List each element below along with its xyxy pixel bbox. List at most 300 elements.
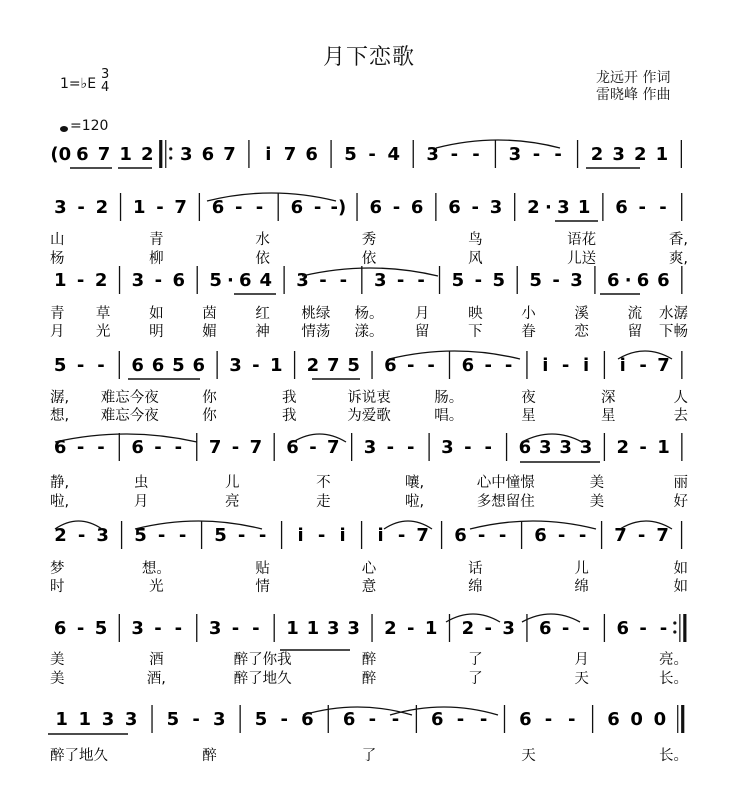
lyric-syllable: 我 [282, 408, 297, 424]
jianpu-note: - [479, 709, 488, 730]
jianpu-note: 3 [208, 618, 222, 639]
lyric-syllable: 醉了你我 [233, 652, 292, 668]
jianpu-note: - [552, 270, 560, 291]
jianpu-note: - [192, 709, 200, 730]
jianpu-note: 3 [373, 270, 387, 291]
lyric-syllable: 了 [468, 671, 483, 687]
jianpu-note: 2 [95, 197, 109, 218]
composer-credit: 雷晓峰 作曲 [596, 87, 671, 103]
lyric-syllable: 月 [414, 306, 430, 322]
jianpu-note: 3 [502, 618, 515, 639]
lyric-syllable: 酒 [149, 652, 164, 668]
lyric-syllable: 情荡 [301, 324, 331, 340]
jianpu-note: - [471, 197, 480, 218]
jianpu-note: 5 [214, 525, 227, 546]
jianpu-note: 7 [174, 197, 187, 218]
lyric-syllable: 天 [574, 671, 589, 687]
jianpu-note: 6 [430, 709, 444, 730]
lyric-syllable: 酒, [146, 671, 166, 687]
jianpu-note: 3 [347, 618, 360, 639]
lyric-syllable: 山 [50, 232, 65, 248]
lyric-syllable: 深 [601, 390, 616, 406]
jianpu-note: - [474, 270, 483, 291]
lyric-syllable: 柳 [149, 251, 164, 267]
jianpu-note: 6 [615, 197, 628, 218]
jianpu-note: 1 [55, 709, 68, 730]
lyric-syllable: 不 [316, 475, 331, 491]
jianpu-note: 5 [94, 618, 108, 639]
jianpu-note: - [386, 437, 395, 458]
jianpu-note: 3 [131, 270, 145, 291]
jianpu-note: 3 [54, 197, 67, 218]
jianpu-note: - [309, 437, 317, 458]
jianpu-note: - [77, 197, 85, 218]
jianpu-note: - [477, 525, 486, 546]
jianpu-note: - [368, 709, 377, 730]
lyric-syllable: 光 [95, 324, 111, 340]
lyric-syllable: 长。 [659, 748, 688, 764]
jianpu-note: - [252, 355, 260, 376]
jianpu-note: - [427, 355, 435, 376]
jianpu-note: 6 [342, 709, 356, 730]
lyric-syllable: 语花 [567, 232, 597, 248]
jianpu-note: - [456, 709, 465, 730]
jianpu-note: i [339, 525, 346, 546]
jianpu-note: i [265, 144, 272, 165]
jianpu-note: 3 [559, 437, 572, 458]
lyric-syllable: 贴 [255, 561, 270, 577]
repeat-dot [169, 147, 172, 150]
jianpu-note: - [639, 355, 647, 376]
lyric-syllable: 爽, [668, 251, 688, 267]
jianpu-note: 7 [327, 437, 340, 458]
jianpu-note: - [76, 618, 85, 639]
lyric-syllable: 如 [149, 306, 164, 322]
jianpu-note: 6 [76, 144, 89, 165]
jianpu-note: 6 [384, 355, 397, 376]
lyric-syllable: 下 [468, 324, 483, 340]
jianpu-note: 6 [301, 709, 314, 730]
lyric-syllable: 情 [255, 579, 270, 595]
meter-top: 3 [101, 67, 110, 82]
lyric-syllable: 溪 [574, 306, 589, 322]
jianpu-note: 5 [166, 709, 180, 730]
jianpu-note: - [319, 270, 327, 291]
lyric-syllable: 嚷, [405, 475, 425, 491]
lyricist-credit: 龙远开 作词 [596, 70, 671, 86]
lyric-syllable: 留 [627, 324, 643, 340]
lyric-syllable: 眷 [521, 324, 536, 340]
lyric-syllable: 水潺 [659, 306, 688, 322]
jianpu-note: 2 [94, 270, 108, 291]
jianpu-note: 2 [461, 618, 475, 639]
repeat-dot [673, 621, 676, 624]
lyric-syllable: 难忘今夜 [100, 390, 159, 406]
jianpu-note: 3 [570, 270, 583, 291]
jianpu-note: - [178, 525, 187, 546]
lyric-syllable: 杨。 [354, 306, 384, 322]
lyric-syllable: 桃绿 [301, 306, 331, 322]
jianpu-note: 1 [577, 197, 591, 218]
lyric-syllable: 丽 [673, 475, 688, 491]
lyric-syllable: 依 [361, 251, 377, 267]
lyric-syllable: 绵 [574, 579, 589, 595]
jianpu-note: 2 [527, 197, 540, 218]
jianpu-note: - [237, 525, 246, 546]
jianpu-note: 1 [424, 618, 438, 639]
jianpu-note: 7 [97, 144, 111, 165]
jianpu-note: 6 [448, 197, 461, 218]
jianpu-note: 5 [492, 270, 506, 291]
jianpu-note: 0 [653, 709, 667, 730]
jianpu-note: - [544, 709, 553, 730]
jianpu-note: 5 [134, 525, 147, 546]
jianpu-note: 1 [306, 618, 320, 639]
lyric-syllable: 意 [361, 579, 377, 595]
jianpu-note: - [484, 618, 492, 639]
lyric-syllable: 映 [468, 306, 483, 322]
jianpu-note: 7 [283, 144, 297, 165]
lyric-syllable: 鸟 [468, 232, 483, 248]
jianpu-note: - [97, 355, 105, 376]
lyric-syllable: 夜 [521, 390, 536, 406]
jianpu-note: 3 [579, 437, 593, 458]
lyric-syllable: 啦, [50, 494, 70, 510]
jianpu-note: 3 [213, 709, 226, 730]
lyric-syllable: 潺, [50, 390, 70, 406]
lyric-syllable: 想, [50, 408, 70, 424]
lyric-syllable: 月 [133, 494, 149, 510]
jianpu-note: 6 [290, 197, 304, 218]
jianpu-note: - [472, 144, 480, 165]
jianpu-note: 6 [211, 197, 225, 218]
jianpu-note: - [396, 270, 405, 291]
lyric-syllable: 明 [149, 324, 164, 340]
lyric-syllable: 肠。 [434, 390, 464, 406]
jianpu-note: - [532, 144, 541, 165]
jianpu-note: 5 [254, 709, 268, 730]
jianpu-note: - [97, 437, 105, 458]
jianpu-note: i [297, 525, 304, 546]
jianpu-note: 7 [208, 437, 222, 458]
jianpu-note: 7 [327, 355, 340, 376]
jianpu-note: 3 [426, 144, 439, 165]
jianpu-note: - [557, 525, 566, 546]
jianpu-note: - [639, 618, 647, 639]
jianpu-note: · [227, 270, 234, 291]
jianpu-note: 3 [489, 197, 503, 218]
jianpu-note: - [450, 144, 459, 165]
jianpu-note: - [313, 197, 322, 218]
jianpu-note: 3 [363, 437, 377, 458]
jianpu-note: - [498, 525, 507, 546]
jianpu-note: i [582, 355, 590, 376]
lyric-syllable: 星 [521, 408, 536, 424]
song-title: 月下恋歌 [322, 45, 415, 70]
lyric-syllable: 诉说衷 [347, 390, 391, 406]
jianpu-note: 6 [607, 709, 620, 730]
jianpu-note: 6 [369, 197, 382, 218]
jianpu-note: -) [330, 197, 347, 218]
lyric-syllable: 如 [673, 579, 688, 595]
jianpu-note: - [561, 355, 570, 376]
jianpu-note: - [255, 197, 264, 218]
jianpu-note: 6 [286, 437, 299, 458]
jianpu-note: 2 [54, 525, 67, 546]
lyric-syllable: 香, [668, 232, 688, 248]
jianpu-note: - [504, 355, 513, 376]
lyric-syllable: 美 [589, 475, 605, 491]
jianpu-note: 6 [607, 270, 620, 291]
jianpu-note: 6 [305, 144, 318, 165]
repeat-dot [169, 156, 172, 159]
jianpu-note: 6 [519, 709, 532, 730]
jianpu-note: - [567, 709, 576, 730]
slur-tie [470, 521, 596, 529]
jianpu-note: 6 [239, 270, 252, 291]
jianpu-note: - [407, 618, 415, 639]
jianpu-note: 2 [384, 618, 397, 639]
jianpu-note: 6 [636, 270, 650, 291]
jianpu-note: 2 [634, 144, 647, 165]
jianpu-note: 6 [657, 270, 670, 291]
jianpu-note: 4 [387, 144, 401, 165]
lyric-syllable: 月 [50, 324, 65, 340]
jianpu-note: 6 [201, 144, 215, 165]
lyric-syllable: 好 [673, 494, 688, 510]
jianpu-note: 7 [614, 525, 627, 546]
lyric-syllable: 流 [627, 306, 643, 322]
lyric-syllable: 光 [149, 579, 164, 595]
lyric-syllable: 星 [601, 408, 616, 424]
jianpu-note: 5 [347, 355, 360, 376]
lyric-syllable: 美 [589, 494, 605, 510]
jianpu-note: - [561, 618, 570, 639]
lyric-syllable: 儿 [225, 475, 240, 491]
jianpu-note: 7 [249, 437, 263, 458]
jianpu-note: - [154, 618, 162, 639]
jianpu-note: - [484, 355, 492, 376]
jianpu-note: 1 [657, 437, 670, 458]
jianpu-note: - [235, 197, 243, 218]
lyric-syllable: 醉了地久 [50, 748, 108, 764]
jianpu-note: i [542, 355, 549, 376]
jianpu-note: 5 [209, 270, 222, 291]
jianpu-note: 2 [141, 144, 154, 165]
jianpu-note: - [392, 197, 401, 218]
lyric-syllable: 天 [521, 748, 536, 764]
jianpu-note: 3 [101, 709, 115, 730]
jianpu-note: 1 [655, 144, 669, 165]
jianpu-note: 3 [179, 144, 193, 165]
jianpu-note: 1 [286, 618, 299, 639]
jianpu-note: 6 [616, 618, 630, 639]
jianpu-note: 1 [269, 355, 283, 376]
jianpu-note: - [156, 197, 164, 218]
jianpu-note: 7 [656, 525, 669, 546]
jianpu-note: - [76, 355, 85, 376]
jianpu-note: 6 [518, 437, 532, 458]
jianpu-note: 3 [441, 437, 454, 458]
jianpu-note: 5 [172, 355, 185, 376]
jianpu-note: - [76, 437, 85, 458]
lyric-syllable: 青 [149, 232, 164, 248]
lyric-syllable: 长。 [659, 671, 688, 687]
jianpu-note: 3 [612, 144, 625, 165]
jianpu-note: 5 [53, 355, 67, 376]
jianpu-note: 3 [131, 618, 144, 639]
jianpu-note: 5 [344, 144, 357, 165]
lyric-syllable: 月 [574, 652, 589, 668]
lyric-syllable: 想。 [141, 561, 171, 577]
jianpu-note: 0 [630, 709, 643, 730]
jianpu-note: - [397, 525, 406, 546]
jianpu-note: 6 [461, 355, 475, 376]
jianpu-note: - [339, 270, 348, 291]
lyric-syllable: 啦, [405, 494, 425, 510]
lyric-syllable: 美 [50, 671, 65, 687]
jianpu-note: 7 [223, 144, 236, 165]
lyric-syllable: 神 [255, 324, 270, 340]
jianpu-note: 2 [590, 144, 604, 165]
jianpu-note: 6 [534, 525, 547, 546]
jianpu-note: - [639, 437, 647, 458]
lyric-syllable: 亮。 [659, 652, 688, 668]
lyric-syllable: 风 [468, 251, 483, 267]
jianpu-note: 7 [416, 525, 429, 546]
jianpu-note: - [659, 618, 668, 639]
lyric-syllable: 青 [50, 306, 65, 322]
jianpu-note: 4 [259, 270, 272, 291]
jianpu-note: 6 [172, 270, 186, 291]
jianpu-note: (0 [50, 144, 72, 165]
jianpu-note: - [154, 270, 163, 291]
lyric-syllable: 醉 [361, 671, 377, 687]
jianpu-note: - [464, 437, 472, 458]
lyric-syllable: 绵 [468, 579, 483, 595]
lyric-syllable: 下畅 [659, 324, 688, 340]
jianpu-note: - [231, 437, 240, 458]
jianpu-note: - [484, 437, 492, 458]
lyric-syllable: 漾。 [354, 324, 384, 340]
lyric-syllable: 梦 [50, 561, 65, 577]
lyric-syllable: 秀 [361, 232, 377, 248]
lyric-syllable: 依 [255, 251, 270, 267]
jianpu-note: - [76, 270, 85, 291]
jianpu-note: 3 [557, 197, 570, 218]
jianpu-note: 3 [327, 618, 340, 639]
jianpu-note: - [157, 525, 166, 546]
jianpu-note: 6 [454, 525, 467, 546]
jianpu-note: - [578, 525, 587, 546]
jianpu-note: - [637, 525, 646, 546]
lyric-syllable: 小 [521, 306, 536, 322]
jianpu-note: i [377, 525, 384, 546]
jianpu-note: - [258, 525, 267, 546]
lyric-syllable: 茵 [202, 306, 217, 322]
lyric-syllable: 水 [255, 232, 270, 248]
lyric-syllable: 恋 [574, 324, 589, 340]
jianpu-note: - [407, 355, 415, 376]
jianpu-note: 2 [616, 437, 630, 458]
lyric-syllable: 美 [50, 652, 65, 668]
jianpu-note: - [659, 197, 667, 218]
jianpu-note: 6 [192, 355, 206, 376]
jianpu-note: 3 [124, 709, 138, 730]
lyric-syllable: 话 [468, 561, 483, 577]
jianpu-note: - [252, 618, 260, 639]
jianpu-note: 2 [306, 355, 320, 376]
lyric-syllable: 时 [50, 579, 65, 595]
jianpu-note: - [554, 144, 562, 165]
jianpu-note: 6 [539, 618, 552, 639]
jianpu-note: - [582, 618, 590, 639]
lyric-syllable: 儿 [574, 561, 589, 577]
jianpu-note: · [544, 197, 552, 218]
lyric-syllable: 亮 [225, 494, 240, 510]
lyric-syllable: 了 [468, 652, 483, 668]
jianpu-note: 6 [151, 355, 165, 376]
lyric-syllable: 你 [202, 390, 217, 406]
lyric-syllable: 人 [673, 390, 688, 406]
lyric-syllable: 心 [361, 561, 377, 577]
jianpu-note: - [174, 618, 183, 639]
jianpu-note: - [174, 437, 183, 458]
jianpu-note: · [624, 270, 632, 291]
lyric-syllable: 你 [202, 408, 217, 424]
jianpu-note: - [231, 618, 240, 639]
lyric-syllable: 了 [361, 748, 377, 764]
jianpu-note: 6 [410, 197, 424, 218]
repeat-dot [673, 630, 676, 633]
jianpu-note: 3 [229, 355, 242, 376]
lyric-syllable: 草 [95, 306, 111, 322]
jianpu-note: - [391, 709, 400, 730]
lyric-syllable: 如 [673, 561, 688, 577]
meter-bottom: 4 [101, 80, 110, 95]
jianpu-note: - [317, 525, 326, 546]
lyric-syllable: 走 [316, 494, 331, 510]
jianpu-note: 1 [132, 197, 146, 218]
key-signature: 1=♭E [60, 76, 97, 92]
jianpu-note: - [417, 270, 425, 291]
lyric-syllable: 难忘今夜 [100, 408, 159, 424]
lyric-syllable: 唱。 [434, 408, 464, 424]
jianpu-note: - [407, 437, 415, 458]
jianpu-note: 6 [131, 355, 144, 376]
lyric-syllable: 醉 [202, 748, 217, 764]
jianpu-note: 6 [53, 437, 67, 458]
jianpu-note: 1 [53, 270, 67, 291]
jianpu-note: 3 [539, 437, 552, 458]
jianpu-note: - [154, 437, 162, 458]
jianpu-note: 7 [657, 355, 670, 376]
lyric-syllable: 我 [282, 390, 297, 406]
jianpu-note: 3 [508, 144, 522, 165]
lyric-syllable: 红 [255, 306, 270, 322]
jianpu-note: - [368, 144, 376, 165]
jianpu-note: - [77, 525, 86, 546]
jianpu-note: 5 [451, 270, 465, 291]
lyric-syllable: 虫 [133, 475, 149, 491]
lyric-syllable: 为爱歌 [347, 408, 391, 424]
lyric-syllable: 静, [50, 475, 70, 491]
jianpu-note: 1 [119, 144, 132, 165]
lyric-syllable: 媚 [202, 324, 217, 340]
jianpu-note: 6 [131, 437, 144, 458]
tempo-value: =120 [70, 118, 109, 134]
jianpu-note: - [638, 197, 647, 218]
